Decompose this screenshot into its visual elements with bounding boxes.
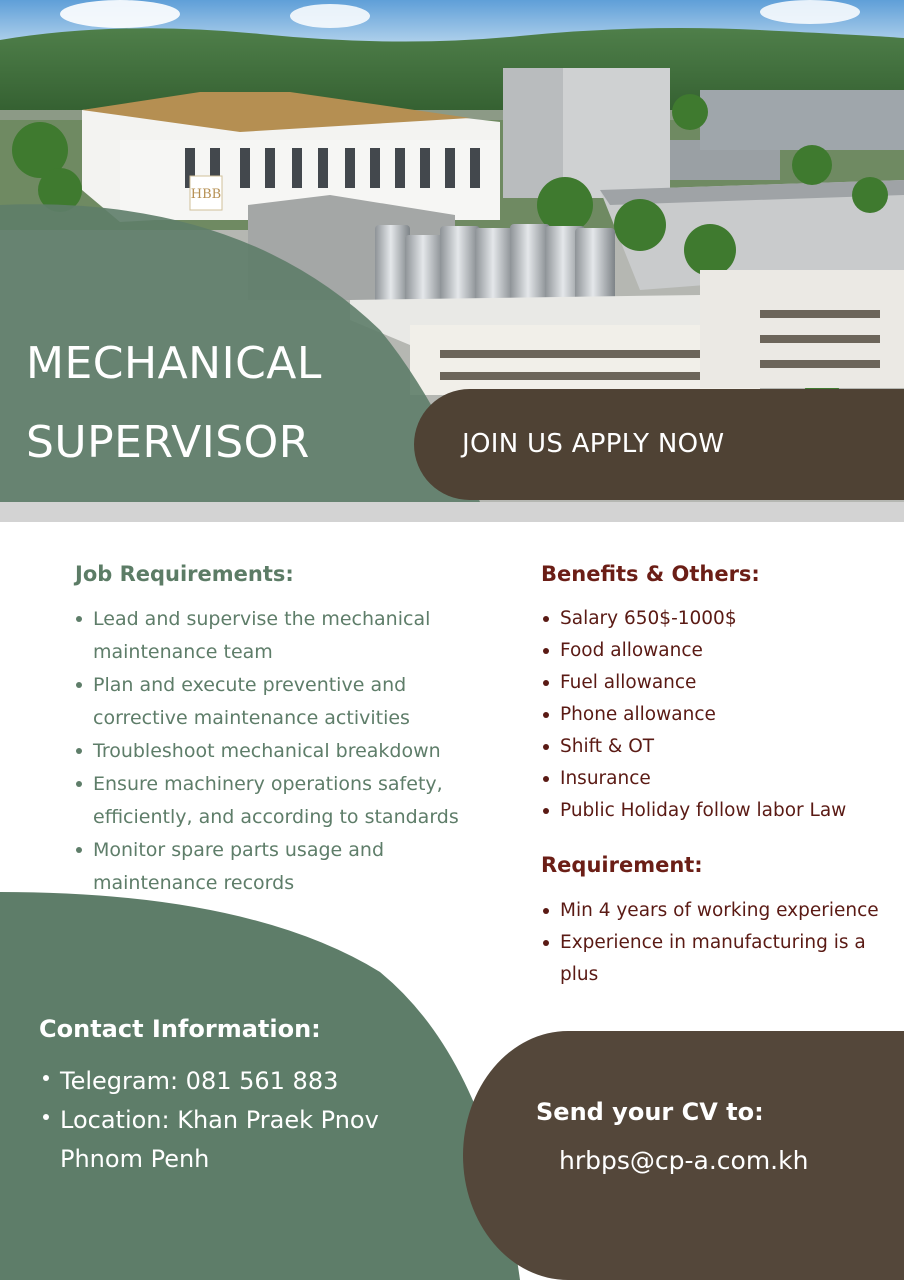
list-item: Salary 650$-1000$ — [540, 603, 900, 635]
list-item: Public Holiday follow labor Law — [540, 795, 900, 827]
job-title: MECHANICAL SUPERVISOR — [26, 338, 322, 469]
requirement-list — [540, 895, 895, 991]
list-item: Min 4 years of working experience — [540, 895, 895, 927]
list-item: Plan and execute preventive and corrective maintenance activities — [73, 669, 493, 735]
location-contact: Location: Khan Praek Pnov Phnom Penh — [40, 1101, 440, 1179]
job-requirements-list — [73, 603, 493, 900]
list-item: Monitor spare parts usage and maintenance records — [73, 834, 493, 900]
send-cv-heading: Send your CV to: — [536, 1098, 764, 1126]
contact-list — [40, 1062, 440, 1179]
telegram-contact[interactable]: Telegram: 081 561 883 — [40, 1062, 440, 1101]
benefits-heading: Benefits & Others: — [541, 562, 760, 586]
email-link[interactable]: hrbps@cp-a.com.kh — [559, 1146, 809, 1175]
list-item: Ensure machinery operations safety, efficiently, and according to standards — [73, 768, 493, 834]
list-item: Phone allowance — [540, 699, 900, 731]
contact-heading: Contact Information: — [39, 1015, 321, 1043]
list-item: Troubleshoot mechanical breakdown — [73, 735, 493, 768]
list-item: Insurance — [540, 763, 900, 795]
hbb-logo: HBB — [190, 187, 222, 202]
job-requirements-heading: Job Requirements: — [75, 562, 294, 586]
list-item: Food allowance — [540, 635, 900, 667]
list-item: Lead and supervise the mechanical maintenance team — [73, 603, 493, 669]
hero-banner — [0, 0, 904, 502]
requirement-heading: Requirement: — [541, 853, 703, 877]
list-item: Experience in manufacturing is a plus — [540, 927, 895, 991]
list-item: Fuel allowance — [540, 667, 900, 699]
apply-now-label: JOIN US APPLY NOW — [462, 429, 725, 459]
section-divider — [0, 502, 904, 522]
list-item: Shift & OT — [540, 731, 900, 763]
apply-now-button[interactable] — [414, 389, 904, 500]
benefits-list — [540, 603, 900, 827]
